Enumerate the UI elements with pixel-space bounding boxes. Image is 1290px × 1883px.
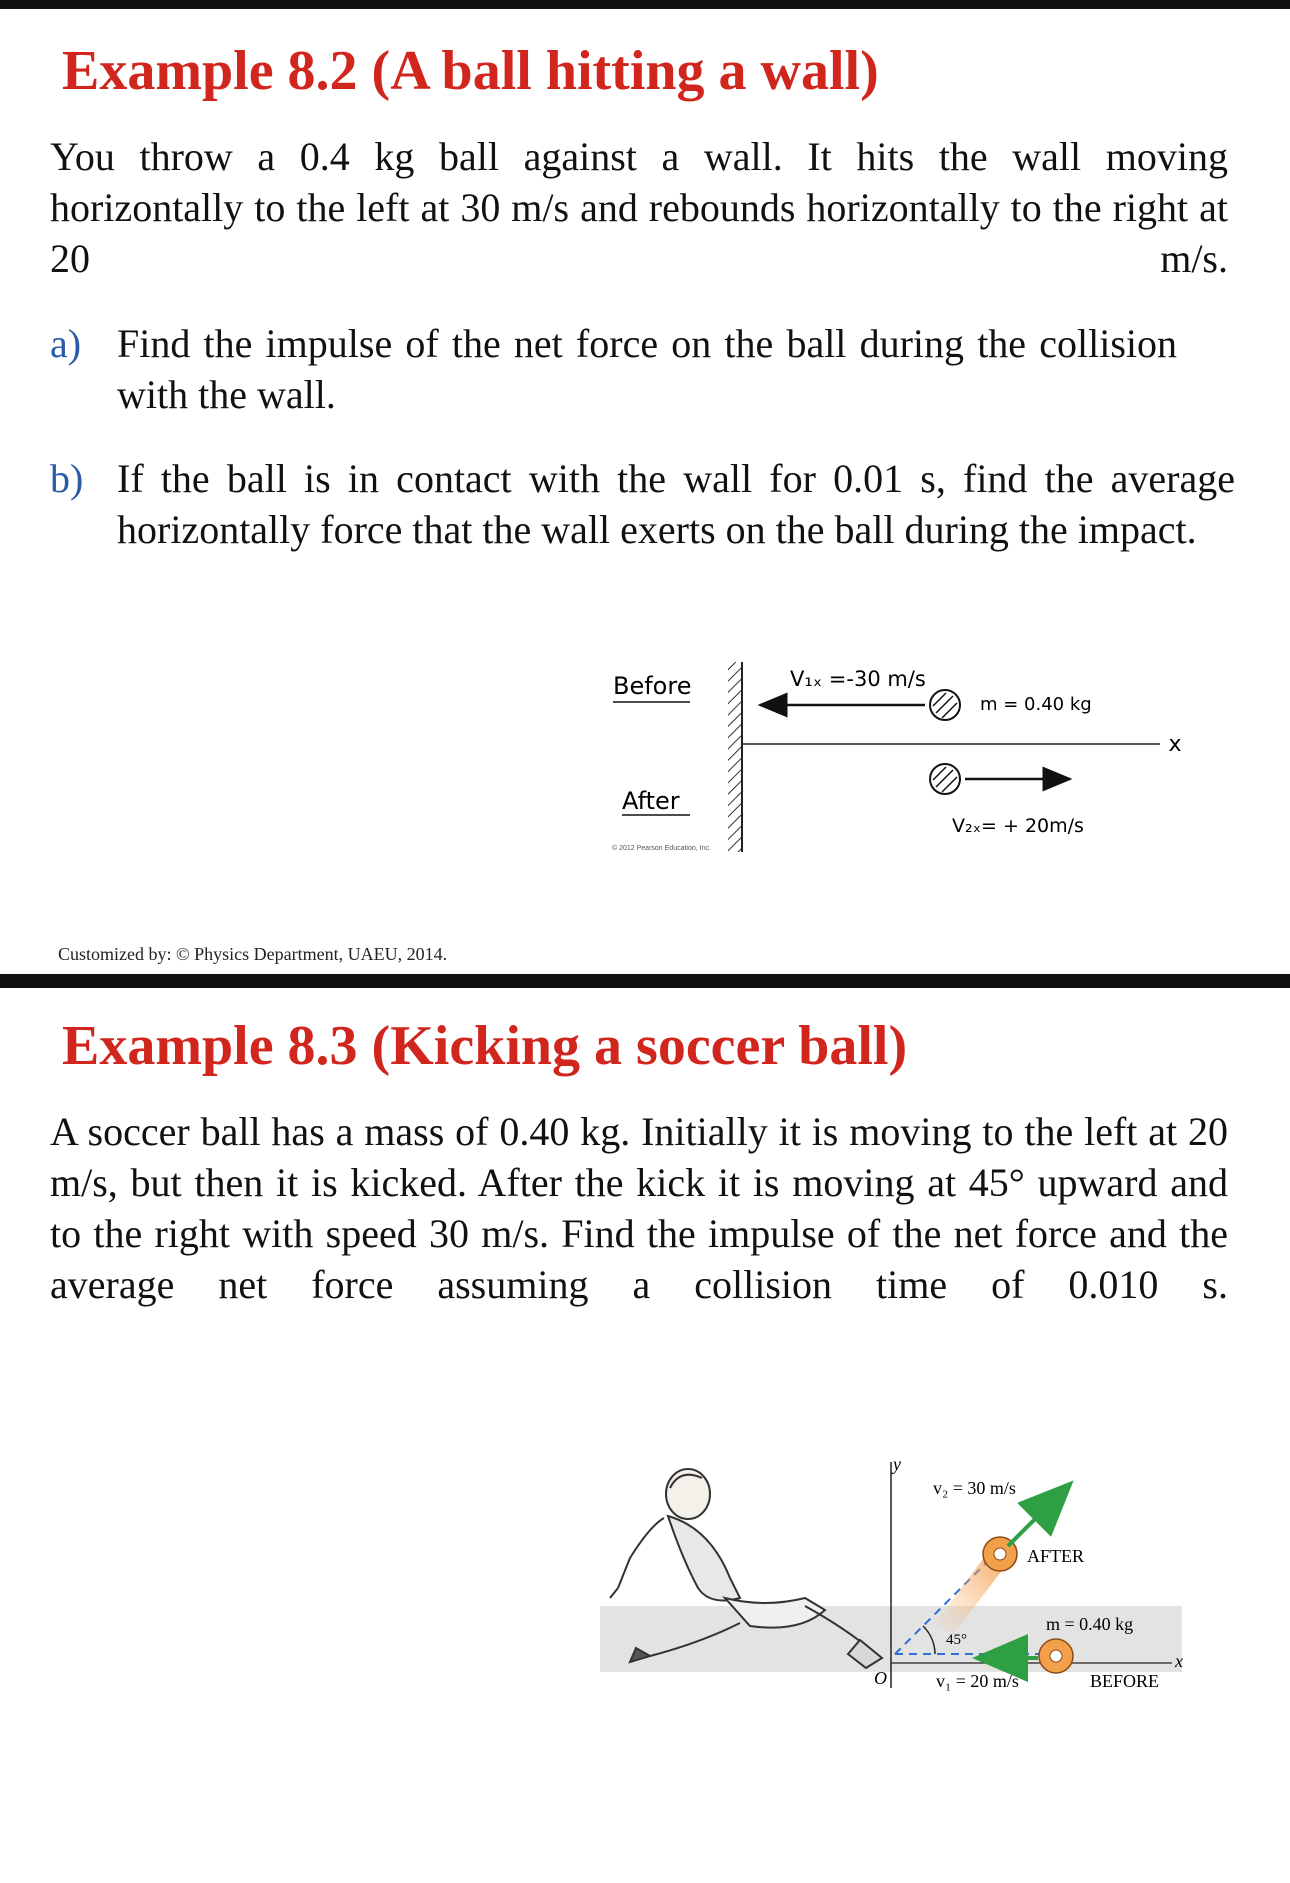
- problem-statement: A soccer ball has a mass of 0.40 kg. Initially it is moving to the left at 20 m/s, but then it is kicked. After the kick it is moving at 45° upward and to the right with speed 30 m/s. Find the impulse of the net force and the average net force assuming a collision time of 0.010 s.: [50, 1109, 1228, 1307]
- velocity-before-label: v₁ = 20 m/s: [936, 1671, 1019, 1691]
- wall-collision-figure: [600, 650, 1200, 860]
- mass-label: m = 0.40 kg: [980, 694, 1092, 715]
- slide-title: Example 8.2 (A ball hitting a wall): [62, 40, 879, 102]
- question-text: Find the impulse of the net force on the ball during the collision with the wall.: [117, 321, 1177, 417]
- before-label: Before: [613, 672, 692, 700]
- x-axis-label: x: [1175, 1651, 1183, 1671]
- question-marker: b): [50, 456, 84, 501]
- slide-example-8-3: [10, 988, 1280, 1883]
- after-label: AFTER: [1027, 1546, 1085, 1566]
- copyright-note: © 2012 Pearson Education, Inc.: [612, 845, 711, 852]
- soccer-kick-figure: [590, 1448, 1190, 1708]
- mass-label: m = 0.40 kg: [1046, 1614, 1134, 1634]
- question-a: [50, 318, 1235, 420]
- slide-title: Example 8.3 (Kicking a soccer ball): [62, 1015, 908, 1077]
- after-label: After: [622, 787, 680, 815]
- before-label: BEFORE: [1090, 1671, 1160, 1691]
- question-text: If the ball is in contact with the wall for 0.01 s, find the average horizontally force that the wall exerts on the ball during the impact.: [117, 456, 1235, 552]
- question-marker: a): [50, 321, 82, 366]
- y-axis-label: y: [893, 1454, 901, 1474]
- origin-label: O: [874, 1668, 887, 1688]
- slide-separator: [0, 974, 1290, 988]
- velocity-after-label: V₂ₓ= + 20m/s: [952, 815, 1084, 837]
- angle-label: 45°: [946, 1632, 967, 1648]
- velocity-after-label: v₂ = 30 m/s: [933, 1478, 1016, 1498]
- question-b: [50, 453, 1235, 555]
- velocity-after-arrow: [1008, 1486, 1068, 1546]
- credit-line: Customized by: © Physics Department, UAEU, 2014.: [58, 944, 448, 964]
- wall: [728, 662, 742, 852]
- problem-statement: You throw a 0.4 kg ball against a wall. It hits the wall moving horizontally to the left at 30 m/s and rebounds horizontally to the right at 20 m/s.: [50, 134, 1228, 281]
- ball-before: [1039, 1639, 1073, 1673]
- x-axis-label: x: [1168, 732, 1182, 757]
- velocity-before-label: V₁ₓ =-30 m/s: [790, 667, 926, 691]
- top-separator: [0, 0, 1290, 9]
